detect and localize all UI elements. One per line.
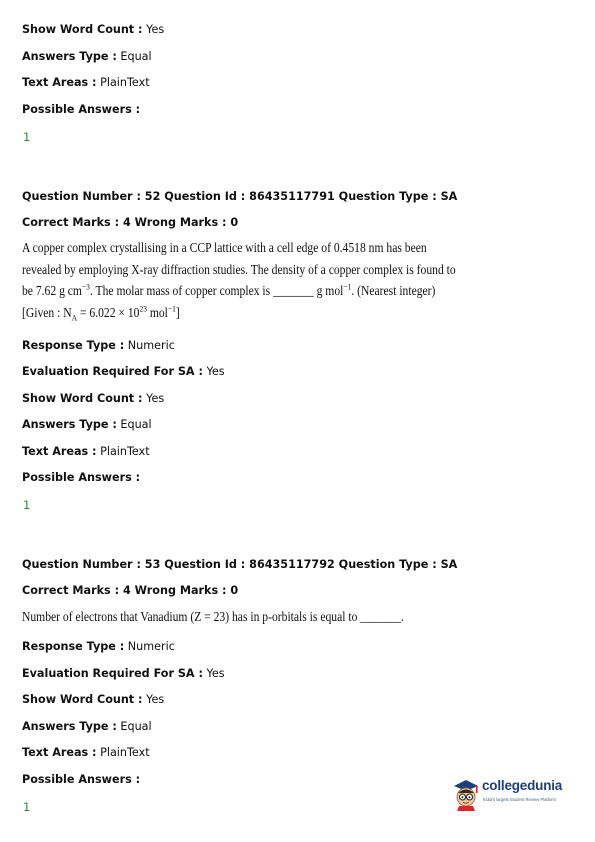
show-word-count-value: Yes xyxy=(146,23,165,36)
text-areas-value: PlainText xyxy=(100,746,150,759)
answers-type-value: Equal xyxy=(120,50,152,63)
mascot-icon xyxy=(451,777,481,811)
show-word-count-value: Yes xyxy=(146,693,165,706)
logo-tagline: India's largest Student Review Platform xyxy=(483,797,556,802)
answers-type-value: Equal xyxy=(120,720,152,733)
answers-type-row: Answers Type : Equal xyxy=(22,720,152,733)
response-type-value: Numeric xyxy=(127,640,175,653)
show-word-count-row: Show Word Count : Yes xyxy=(22,392,165,405)
show-word-count-value: Yes xyxy=(146,392,165,405)
possible-answer-value: 1 xyxy=(23,498,31,512)
possible-answer-value: 1 xyxy=(23,800,31,814)
answers-type-row: Answers Type : Equal xyxy=(22,418,152,431)
possible-answers-label: Possible Answers : xyxy=(22,773,141,786)
possible-answer-value: 1 xyxy=(23,130,31,144)
evaluation-required-row: Evaluation Required For SA : Yes xyxy=(22,667,225,680)
answers-type-row: Answers Type : Equal xyxy=(22,50,152,63)
text-areas-value: PlainText xyxy=(100,76,150,89)
collegedunia-logo xyxy=(451,775,581,815)
question-text: Number of electrons that Vanadium (Z = 23) has in p-orbitals is equal to _______. xyxy=(22,609,404,624)
show-word-count-row: Show Word Count : Yes xyxy=(22,693,165,706)
evaluation-required-value: Yes xyxy=(206,365,225,378)
show-word-count-row: Show Word Count : Yes xyxy=(22,23,165,36)
text-areas-value: PlainText xyxy=(100,445,150,458)
evaluation-required-value: Yes xyxy=(206,667,225,680)
text-areas-row: Text Areas : PlainText xyxy=(22,445,150,458)
response-type-row: Response Type : Numeric xyxy=(22,640,175,653)
possible-answers-label: Possible Answers : xyxy=(22,103,141,116)
logo-wordmark: collegedunia xyxy=(482,778,563,793)
possible-answers-label: Possible Answers : xyxy=(22,471,141,484)
marks-line: Correct Marks : 4 Wrong Marks : 0 xyxy=(22,216,239,229)
response-type-row: Response Type : Numeric xyxy=(22,339,175,352)
question-text: A copper complex crystallising in a CCP lattice with a cell edge of 0.4518 nm has been revealed by employing X-ray diffraction studies. The density of a copper complex is found to be 7.62 g $cm^{-3}$. The molar mass of copper complex is _______ g mol$^{-1}$. (Nearest integer) [Given : $N_A = 6.022 \times 10^{23}$ mol$^{-1}$] xyxy=(22,240,456,323)
text-areas-row: Text Areas : PlainText xyxy=(22,746,150,759)
text-areas-row: Text Areas : PlainText xyxy=(22,76,150,89)
question-header: Question Number : 53 Question Id : 86435117792 Question Type : SA xyxy=(22,558,458,571)
evaluation-required-row: Evaluation Required For SA : Yes xyxy=(22,365,225,378)
marks-line: Correct Marks : 4 Wrong Marks : 0 xyxy=(22,584,239,597)
answers-type-value: Equal xyxy=(120,418,152,431)
question-header: Question Number : 52 Question Id : 86435117791 Question Type : SA xyxy=(22,190,458,203)
response-type-value: Numeric xyxy=(127,339,175,352)
